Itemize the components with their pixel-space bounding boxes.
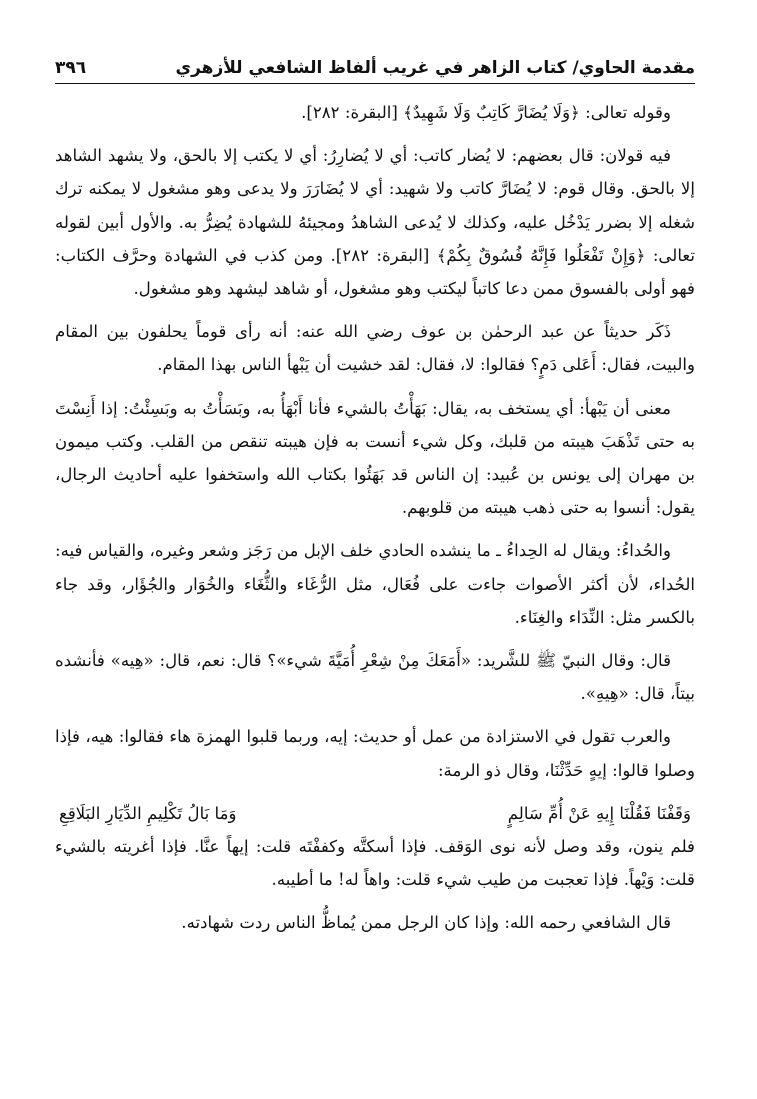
verse-first-hemistich: وَقَفْنَا فَقُلْنَا إِيهِ عَنْ أُمِّ سَالِمٍ — [507, 803, 691, 823]
paragraph-hadith-abd-al-rahman: ذَكَر حديثاً عن عبد الرحمٰن بن عوف رضي الله عنه: أنه رأى قوماً يحلفون بين المقام والبيت، فقال: أَعَلى دَمٍ؟ فقالوا: لا، فقال: لقد خشيت أن يَبْهأ الناس بهذا المقام. — [55, 322, 695, 375]
poetry-verse — [55, 797, 695, 830]
header-title: مقدمة الحاوي/ كتاب الزاهر في غريب ألفاظ الشافعي للأزهري — [175, 58, 695, 78]
paragraph-after-verse: فلم ينون، وقد وصل لأنه نوى الوَقف. فإذا أسكتَّه وكففْتَه قلت: إيهاً عنَّا. فإذا أغريته بالشيء قلت: وَيْهاً. فإذا تعجبت من طيب شيء قلت: واهاً له! ما أطيبه. — [55, 837, 695, 890]
paragraph-shafii-statement: قال الشافعي رحمه الله: وإذا كان الرجل ممن يُماظُّ الناس ردت شهادته. — [181, 913, 671, 933]
paragraph-meaning-yabha: معنى أن يَبْهأ: أي يستخف به، يقال: بَهَأْتُ بالشيء فأنا أَبْهَأُ به، وبَسَأْتُ به وبَسِئْتُ: إذا أَنِسْتَ به حتى تَذْهَبَ هيبته من قلبك، وكل شيء أنست به فإن هيبته تنقص من القلب. وكتب ميمون بن مهران إلى يونس بن عُبيد: إن الناس قد بَهَئُوا بكتاب الله واستخفوا عليه أحاديث الرجال، يقول: أنسوا به حتى ذهب هيبته من قلوبهم. — [55, 398, 695, 518]
verse-second-hemistich: وَمَا بَالُ تَكْلِيمِ الدِّيَارِ البَلَاقِعِ — [59, 803, 237, 823]
paragraph-huda: والحُداءُ: ويقال له الحِداءُ ـ ما ينشده الحادي خلف الإبل من رَجَز وشعر وغيره، والقياس فيه: الحُداء، لأن أكثر الأصوات جاءت على فُعَال، مثل الرُّغَاء والثُّغَاء والخُوَار والجُؤَار، وقد جاء بالكسر مثل: النِّدَاء والغِنَاء. — [55, 541, 695, 627]
running-header — [55, 56, 695, 84]
page-number: ٣٩٦ — [55, 58, 87, 78]
paragraph-prophet-sharid: قال: وقال النبيّ ﷺ للشَّريد: «أَمَعَكَ مِنْ شِعْرِ أُمَيَّةَ شيء»؟ قال: نعم، قال: «هِيه» فأنشده بيتاً، قال: «هِيهِ». — [55, 651, 695, 704]
paragraph-quran-verse: وقوله تعالى: ﴿وَلَا يُضَارَّ كَاتِبٌ وَلَا شَهِيدٌ﴾ [البقرة: ٢٨٢]. — [301, 103, 671, 122]
paragraph-two-opinions: فيه قولان: قال بعضهم: لا يُضار كاتب: أي لا يُضارِرُ: أي لا يكتب إلا بالحق، ولا يشهد الشاهد إلا بالحق. وقال قوم: لا يُضَارَّ كاتب ولا شهيد: أي لا يُضَارَرَ ولا يدعى وهو مشغول لا يمكنه ترك شغله إلا بضرر يَدْخُل عليه، وكذلك لا يُدعى الشاهدُ ومجيئهُ للشهادة يُضِرُّ به. والأول أبين لقوله تعالى: ﴿وَإِنْ تَفْعَلُوا فَإِنَّهُ فُسُوقٌ بِكُمْ﴾ [البقرة: ٢٨٢]. ومن كذب في الشهادة وحرَّف الكتاب: فهو أولى بالفسوق ممن دعا كاتباً ليكتب وهو مشغول، أو شاهد ليشهد وهو مشغول. — [55, 146, 695, 299]
paragraph-istizada: والعرب تقول في الاستزادة من عمل أو حديث: إيه، وربما قلبوا الهمزة هاء فقالوا: هيه، فإذا وصلوا قالوا: إيهٍ حَدِّثْنَا، وقال ذو الرمة: — [55, 727, 695, 780]
body-text — [55, 96, 695, 940]
